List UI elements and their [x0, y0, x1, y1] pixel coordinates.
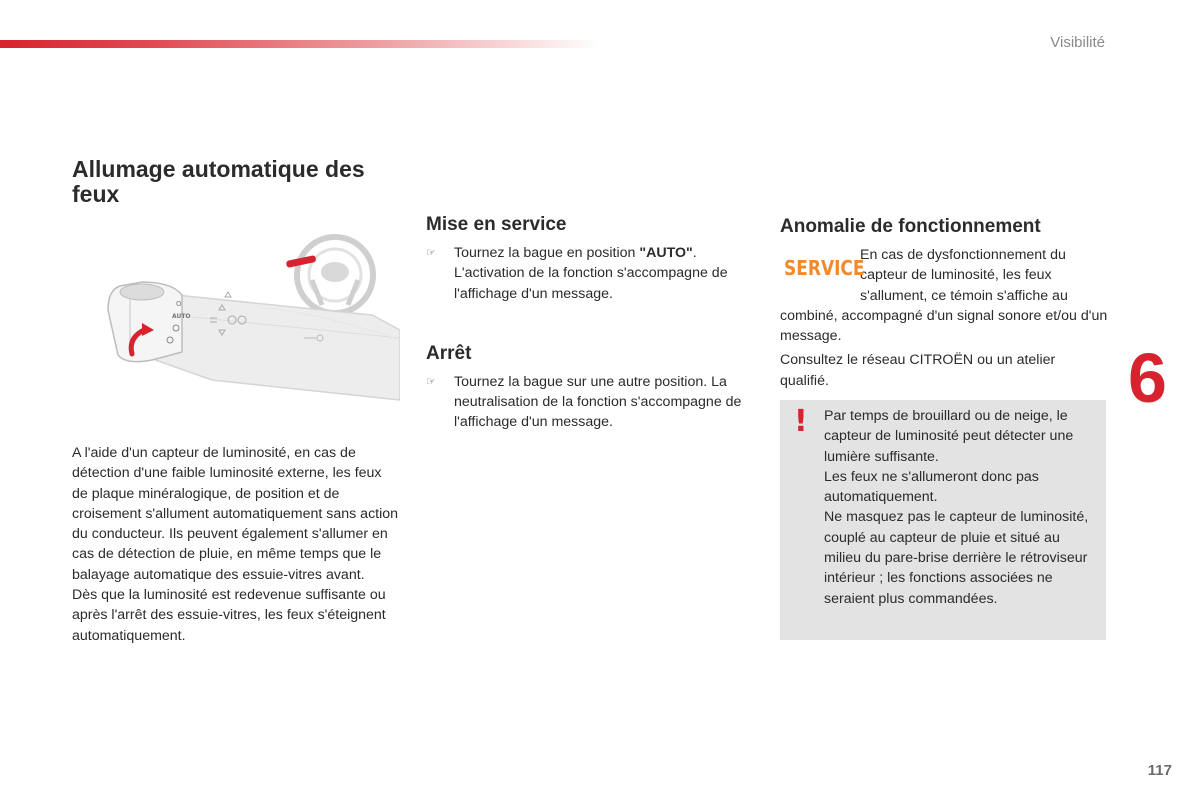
page-title: Allumage automatique des feux: [72, 156, 365, 207]
intro-paragraph: A l'aide d'un capteur de luminosité, en cas de détection d'une faible luminosité externe, les feux de plaque minéralogique, de position et de croisement s'allument automatiquement sans action du conducteur. Ils peuvent également s'allumer en cas de détection de pluie, en même temps que le balayage automatique des essuie-vitres avant.: [72, 445, 399, 583]
section-label: Visibilité: [1050, 34, 1105, 51]
service-block: [780, 245, 1108, 306]
column-malfunction: [780, 215, 1108, 391]
svg-text:O: O: [176, 300, 182, 308]
warning-box: [780, 400, 1106, 640]
light-stalk-illustration: [72, 220, 400, 408]
service-text-continued: combiné, accompagné d'un signal sonore et/ou d'un message.: [780, 307, 1108, 345]
bullet-arret: [426, 372, 756, 433]
bullet-mise-en-service: [426, 243, 756, 304]
warning-paragraph: Les feux ne s'allumeront donc pas automatiquement.: [824, 468, 1039, 506]
stalk-end-ring: [108, 282, 191, 362]
pointing-hand-icon: ☞: [426, 247, 436, 259]
header-accent-bar: [0, 40, 600, 48]
heading-mise-en-service: Mise en service: [426, 214, 567, 235]
bullet-arret-text: Tournez la bague sur une autre position. La neutralisation de la fonction s'accompagne de l'affichage d'un message.: [454, 373, 742, 431]
pointing-hand-icon: ☞: [426, 375, 436, 388]
warning-paragraph: Ne masquez pas le capteur de luminosité, couplé au capteur de pluie et situé au milieu du pare-brise derrière le rétroviseur intérieur ; les fonctions associées ne seraient plus commandées.: [824, 509, 1089, 607]
heading-arret: Arrêt: [426, 342, 472, 364]
bullet-text-after: . L'activation de la fonction s'accompagne de l'affichage d'un message.: [454, 245, 728, 302]
svg-text:AUTO: AUTO: [172, 313, 191, 320]
bullet-auto-label: "AUTO": [639, 245, 693, 261]
page-number: 117: [1147, 762, 1172, 779]
intro-paragraph: Dès que la luminosité est redevenue suffisante ou après l'arrêt des essuie-vitres, les feux s'éteignent automatiquement.: [72, 587, 386, 644]
chapter-number: 6: [1128, 339, 1167, 417]
network-text: Consultez le réseau CITROËN ou un atelier qualifié.: [780, 352, 1056, 389]
warning-paragraph: Par temps de brouillard ou de neige, le capteur de luminosité peut détecter une lumière suffisante.: [824, 408, 1074, 465]
steering-wheel-icon: [286, 237, 373, 313]
service-warning-icon: SERVICE: [784, 257, 865, 281]
column-activation: [426, 213, 756, 433]
bullet-text-before: Tournez la bague en position: [454, 245, 640, 261]
intro-text: [72, 443, 400, 646]
service-text: En cas de dysfonctionnement du capteur de luminosité, les feux s'allument, ce témoin s'affiche au: [860, 247, 1068, 304]
exclamation-icon: !: [794, 404, 808, 439]
heading-anomalie: Anomalie de fonctionnement: [780, 216, 1041, 237]
